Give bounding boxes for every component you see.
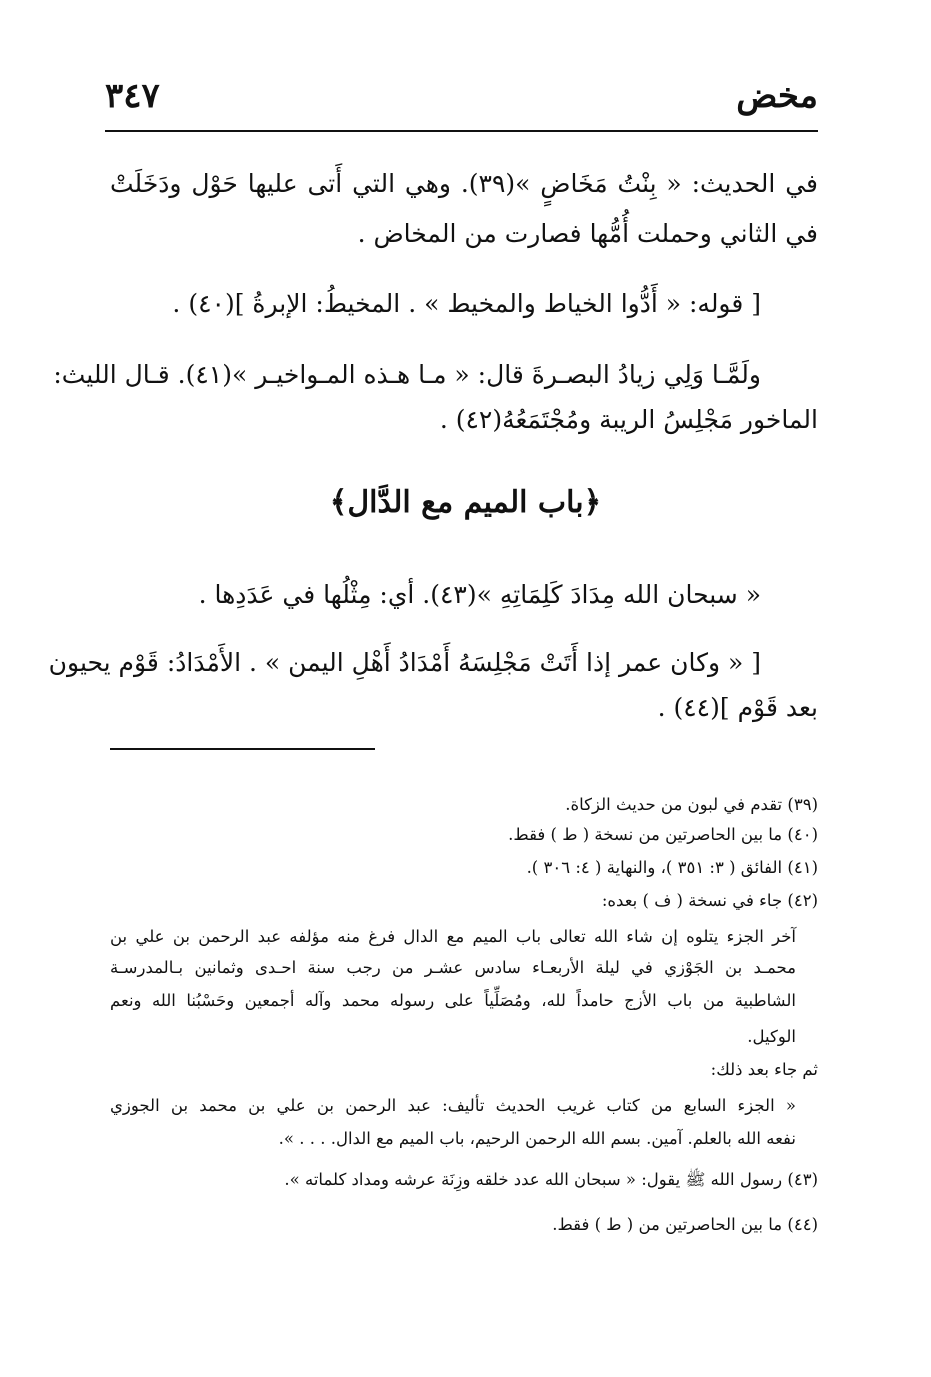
page-number: ٣٤٧ bbox=[105, 76, 160, 116]
footnote-43: (٤٣) رسول الله ﷺ يقول: « سبحان الله عدد خلقه وزِنَة عرشه ومداد كلماته ». bbox=[284, 1170, 818, 1189]
footnote-42-quote: « الجزء السابع من كتاب غريب الحديث تأليف: عبد الرحمن بن علي بن محمد بن الجوزي bbox=[110, 1096, 796, 1115]
body-line: ولَمَّـا وَلِي زيادُ البصـرةَ قال: « مـا هـذه المـواخيـر »(٤١). قـال الليث: bbox=[53, 360, 761, 389]
footnote-39: (٣٩) تقدم في لبون من حديث الزكاة. bbox=[565, 795, 818, 814]
body-line: الماخور مَجْلِسُ الريبة ومُجْتَمَعُهُ(٤٢) . bbox=[439, 405, 818, 434]
footnote-42-quote: الوكيل. bbox=[747, 1027, 796, 1046]
footnote-41: (٤١) الفائق ( ٣: ٣٥١ )، والنهاية ( ٤: ٣٠٦ ). bbox=[526, 858, 818, 877]
page-header bbox=[105, 70, 818, 130]
footnote-44: (٤٤) ما بين الحاصرتين من ( ط ) فقط. bbox=[552, 1215, 818, 1234]
footnote-42-then: ثم جاء بعد ذلك: bbox=[710, 1060, 818, 1079]
body-line: « سبحان الله مِدَادَ كَلِمَاتِهِ »(٤٣). أي: مِثْلُها في عَدَدِها . bbox=[198, 580, 761, 609]
footnote-42-quote: الشاطبية من باب الأزج حامداً لله، ومُصَلِّياً على رسوله محمد وآله أجمعين وحَسْبُنا الله ونعم bbox=[110, 991, 796, 1010]
footnote-42-quote: آخر الجزء يتلوه إن شاء الله تعالى باب الميم مع الدال فرغ منه مؤلفه عبد الرحمن بن علي بن bbox=[110, 927, 796, 946]
footnote-42: (٤٢) جاء في نسخة ( ف ) بعده: bbox=[601, 891, 818, 910]
footnote-rule bbox=[110, 748, 375, 750]
footnote-40: (٤٠) ما بين الحاصرتين من نسخة ( ط ) فقط. bbox=[508, 825, 818, 844]
body-line: بعد قَوْم ](٤٤) . bbox=[657, 693, 818, 722]
body-line: في الحديث: « بِنْتُ مَخَاضٍ »(٣٩). وهي التي أَتى عليها حَوْل ودَخَلَتْ bbox=[110, 169, 818, 198]
running-head: مخض bbox=[736, 76, 818, 116]
body-line: [ قوله: « أَدُّوا الخياط والمخيط » . المخيطُ: الإبرةُ ](٤٠) . bbox=[172, 289, 761, 318]
footnote-42-quote: نفعه الله بالعلم. آمين. بسم الله الرحمن الرحيم، باب الميم مع الدال. . . . ». bbox=[278, 1129, 796, 1148]
header-rule bbox=[105, 130, 818, 132]
section-title: ﴿باب الميم مع الدَّال﴾ bbox=[329, 485, 602, 520]
body-line: في الثاني وحملت أُمُّها فصارت من المخاض . bbox=[357, 219, 818, 248]
body-line: [ « وكان عمر إذا أَتَتْ مَجْلِسَهُ أَمْدَادُ أَهْلِ اليمن » . الأَمْدَادُ: قَوْم يحيون bbox=[48, 648, 761, 677]
footnote-42-quote: محمـد بن الجَوْزي في ليلة الأربعـاء سادس عشـر من رجب سنة احـدى وثمانين بـالمدرسـة bbox=[110, 958, 796, 977]
